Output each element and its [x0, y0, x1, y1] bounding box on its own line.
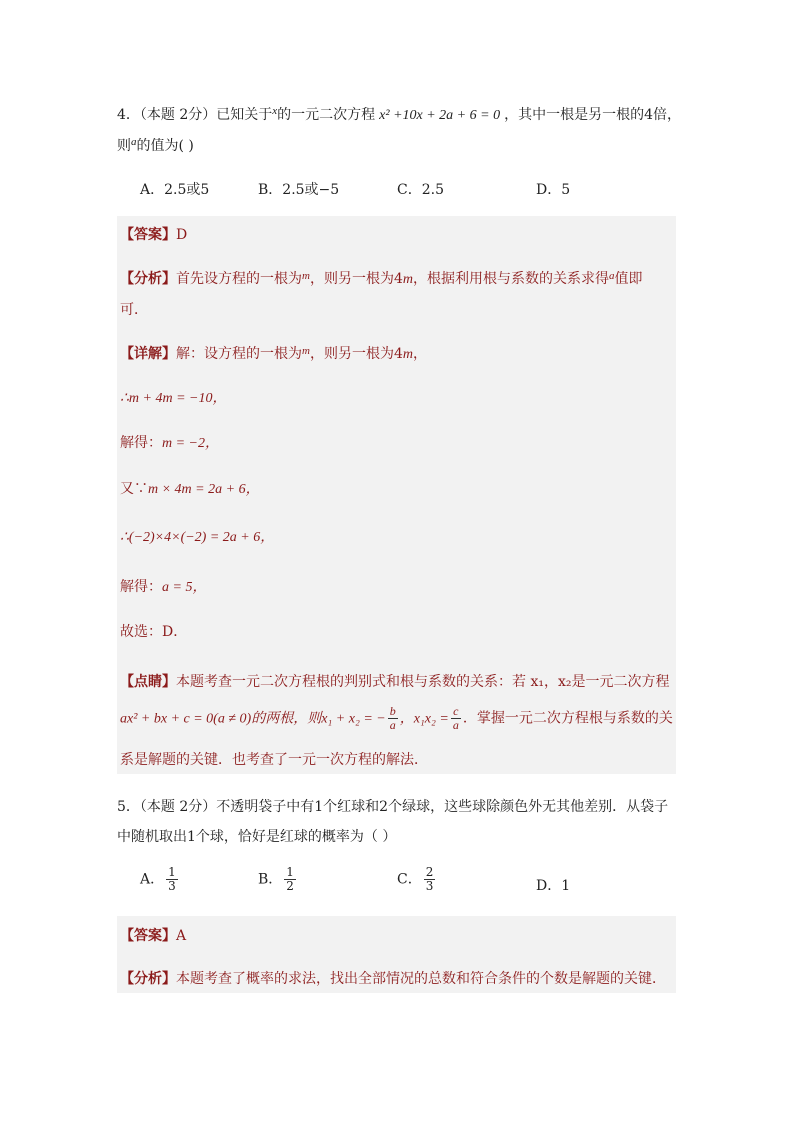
var-m-2: m — [402, 272, 413, 287]
var-m-2: m — [402, 347, 413, 362]
q4-step1: ∴m + 4m = −10， — [120, 391, 227, 406]
q5-option-c[interactable] — [397, 866, 437, 893]
q4-option-b[interactable]: B．2.5或−5 — [258, 182, 340, 198]
analysis-text-2: ，则另一根为4 — [309, 271, 403, 287]
q4-step6: 故选：D． — [120, 624, 188, 640]
q4-analysis-line2: 可． — [120, 302, 148, 318]
q4-stem-text: 4．（本题 2分）已知关于 — [117, 107, 273, 123]
detail-text-3: ， — [413, 346, 427, 362]
q4-stem-line1 — [117, 104, 681, 124]
frac-den: 2 — [286, 879, 294, 893]
q4-stem-text-2: 的一元二次方程 — [277, 107, 376, 123]
q4-answer — [120, 224, 187, 244]
q4-stem-text-3: ，其中一根是另一根的4倍， — [504, 107, 681, 123]
analysis-label: 【分析】 — [120, 271, 176, 287]
option-label: A． — [140, 871, 165, 888]
detail-text: 解：设方程的一根为 — [176, 346, 302, 362]
step-text: 解得： — [120, 579, 162, 595]
q4-point-line1 — [120, 671, 669, 691]
var-m: m — [302, 345, 310, 357]
analysis-text-4: 值即 — [614, 271, 643, 287]
q4-analysis-line1 — [120, 268, 643, 288]
q4-stem-line2 — [117, 135, 194, 155]
answer-value: D — [176, 227, 188, 243]
q5-option-d[interactable] — [536, 875, 570, 895]
point-label: 【点睛】 — [120, 674, 176, 690]
option-frac — [166, 866, 178, 893]
point-sum: x₁ + x₂ = − — [321, 711, 386, 727]
analysis-text-3: ，根据利用根与系数的关系求得 — [413, 271, 609, 287]
point-math: ax² + bx + c = 0(a ≠ 0)的两根，则 — [120, 711, 322, 727]
detail-text-2: ，则另一根为4 — [309, 346, 403, 362]
q5-analysis — [120, 968, 666, 988]
frac-den: 3 — [425, 879, 434, 893]
frac-num: 1 — [286, 865, 294, 879]
analysis-text: 首先设方程的一根为 — [176, 271, 302, 287]
option-value: 1 — [561, 878, 571, 894]
point-prod: ，x₁x₂ = — [399, 711, 449, 727]
frac-den: a — [452, 718, 459, 732]
q4-var-x: x — [272, 105, 278, 117]
step-math: m = −2， — [162, 436, 220, 451]
q4-step4: ∴(−2)×4×(−2) = 2a + 6， — [120, 530, 275, 545]
option-frac — [424, 866, 436, 893]
point-text: 本题考查一元二次方程根的判别式和根与系数的关系：若 x₁，x₂是一元二次方程 — [176, 674, 670, 690]
q4-stem-text-5: 的值为( ) — [136, 138, 194, 154]
q4-equation: x² +10x + 2a + 6 = 0 — [379, 108, 501, 123]
q5-answer — [120, 925, 186, 945]
q4-step2 — [120, 432, 219, 452]
frac-num: c — [451, 705, 461, 719]
step-text: 解得： — [120, 435, 162, 451]
frac-num: 2 — [425, 865, 434, 879]
q4-detail-line1 — [120, 343, 427, 363]
analysis-label: 【分析】 — [120, 971, 176, 987]
frac-num: b — [389, 704, 396, 718]
frac-b-over-a — [388, 705, 398, 732]
q4-point-line3: 系是解题的关键．也考查了一元一次方程的解法． — [120, 752, 428, 768]
answer-label: 【答案】 — [120, 227, 176, 243]
q4-option-c[interactable]: C．2.5 — [397, 182, 444, 198]
q4-point-line2 — [120, 705, 673, 732]
step-math: m × 4m = 2a + 6， — [148, 482, 260, 497]
q5-stem-line2: 中随机取出1个球，恰好是红球的概率为（ ） — [117, 829, 397, 845]
option-label: D． — [536, 878, 562, 894]
analysis-text: 本题考查了概率的求法，找出全部情况的总数和符合条件的个数是解题的关键． — [176, 971, 666, 987]
frac-den: a — [389, 718, 396, 732]
step-math: a = 5， — [162, 580, 207, 595]
answer-label: 【答案】 — [120, 928, 176, 944]
var-m: m — [302, 270, 310, 282]
q5-option-a[interactable] — [140, 866, 180, 893]
q5-option-b[interactable] — [258, 866, 298, 893]
q4-step3 — [120, 478, 260, 498]
frac-c-over-a — [451, 705, 461, 732]
var-a: a — [609, 270, 615, 282]
option-label: C． — [397, 871, 422, 888]
q4-option-a[interactable]: A．2.5或5 — [140, 182, 210, 198]
detail-label: 【详解】 — [120, 346, 176, 362]
q4-var-a: a — [131, 136, 137, 148]
step-text: 又∵ — [120, 481, 148, 497]
q4-step5 — [120, 576, 206, 596]
q5-stem-line1: 5．（本题 2分）不透明袋子中有1个红球和2个绿球，这些球除颜色外无其他差别．从袋子 — [117, 799, 669, 815]
frac-den: 3 — [168, 879, 176, 893]
q4-stem-text-4: 则 — [117, 138, 131, 154]
option-frac — [284, 866, 296, 893]
point-text-2: ．掌握一元二次方程根与系数的关 — [462, 710, 673, 727]
q4-option-d[interactable]: D．5 — [536, 182, 571, 198]
answer-value: A — [176, 928, 187, 944]
frac-num: 1 — [168, 865, 176, 879]
option-label: B． — [258, 871, 283, 888]
